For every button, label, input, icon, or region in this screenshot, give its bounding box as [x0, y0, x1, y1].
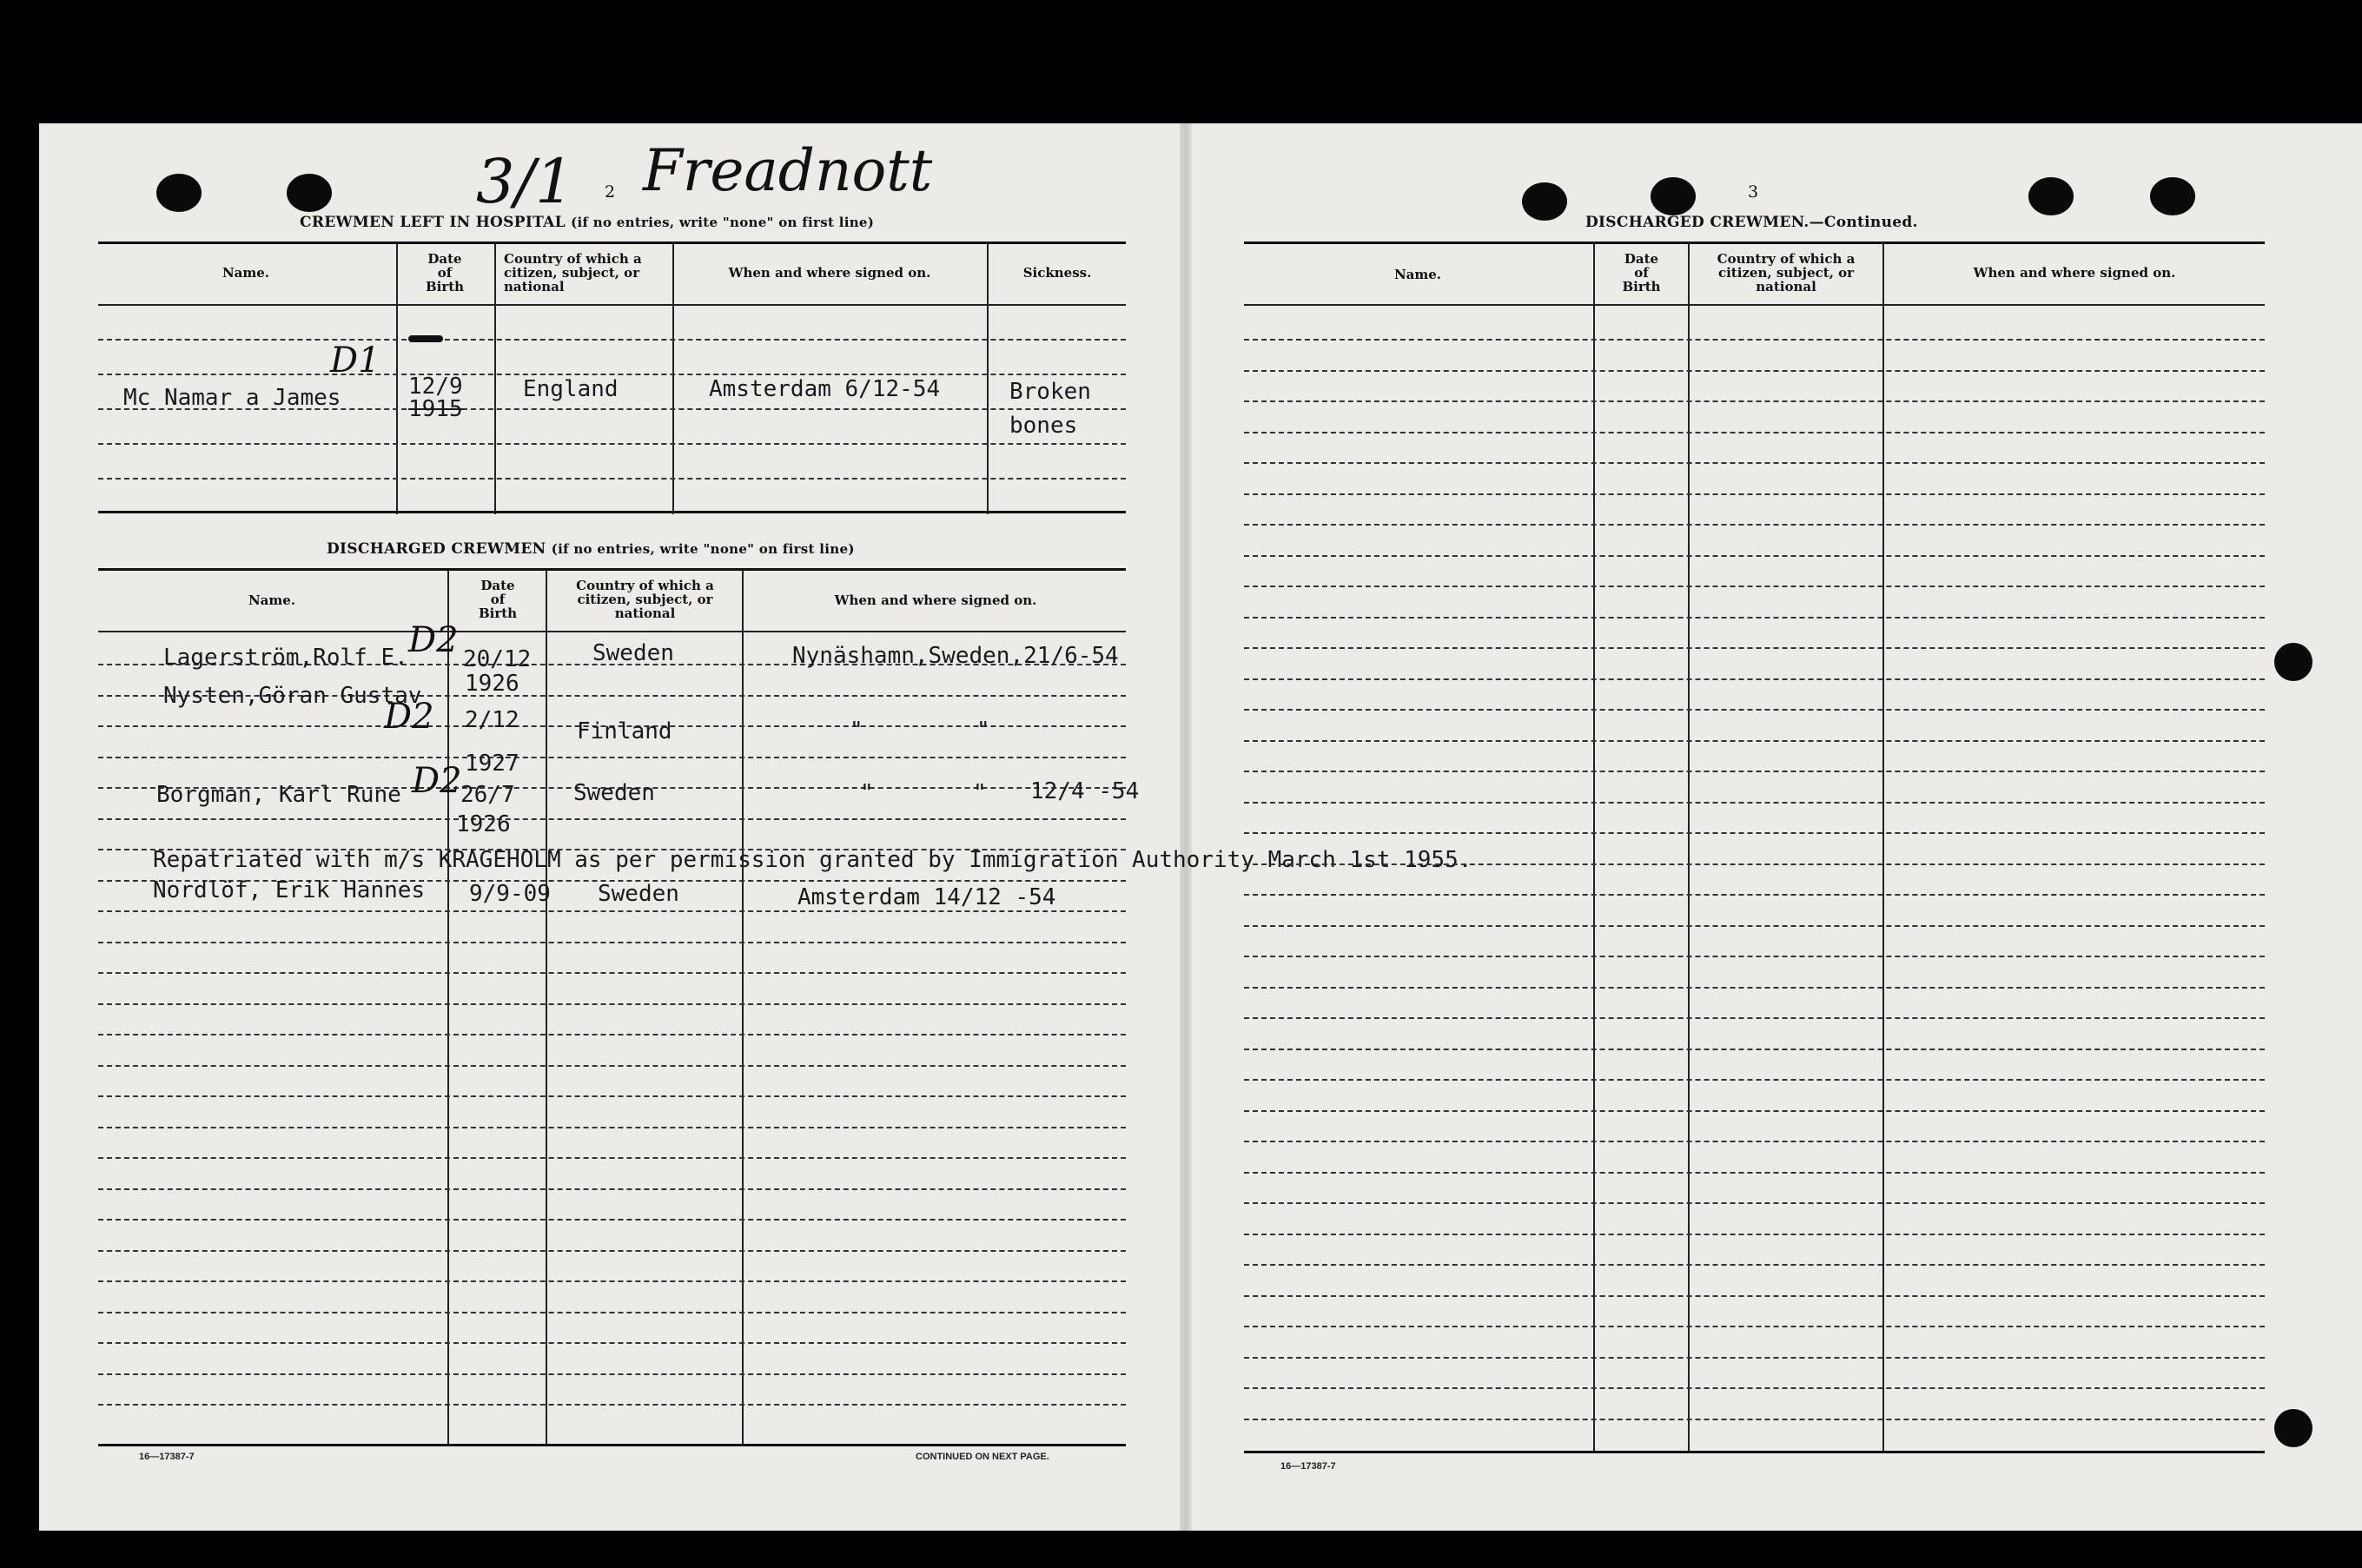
ruled-line: [1244, 1172, 2265, 1174]
ruled-line: [98, 1003, 1126, 1005]
page-number: 2: [605, 182, 616, 202]
discharged-row-3-dob-year: 1926: [456, 811, 511, 837]
hospital-entry-dob-year: 1915: [408, 396, 463, 422]
discharged-row-1-signed: Nynäshamn,Sweden,21/6-54: [792, 643, 1119, 669]
discharged-row-2-country: Finland: [577, 718, 672, 744]
ruled-line: [1244, 1049, 2265, 1050]
rule: [1244, 241, 2265, 244]
discharged-row-3-signed-b: ": [973, 780, 987, 806]
ruled-line: [1244, 709, 2265, 711]
document-paper: [39, 123, 2362, 1531]
ruled-line: [1244, 432, 2265, 433]
col-divider: [1882, 243, 1884, 1451]
ruled-line: [98, 1188, 1126, 1190]
ruled-line: [1244, 1295, 2265, 1297]
ruled-line: [98, 1095, 1126, 1097]
punch-hole: [2028, 177, 2074, 215]
rule: [98, 568, 1126, 571]
discharged-row-2-signed-a: ": [850, 718, 863, 744]
ruled-line: [98, 1342, 1126, 1344]
hospital-title: CREWMEN LEFT IN HOSPITAL: [300, 214, 566, 231]
ruled-line: [1244, 802, 2265, 804]
ruled-line: [98, 942, 1126, 943]
col-header-signed: When and where signed on.: [834, 592, 1037, 608]
col-header-country: Country of which a citizen, subject, or national: [1717, 251, 1856, 294]
discharged-row-2-signed-b: ": [976, 718, 990, 744]
ruled-line: [98, 1034, 1126, 1035]
discharged-row-1-country: Sweden: [592, 640, 674, 666]
ruled-line: [1244, 863, 2265, 865]
redaction-mark: [408, 335, 443, 342]
ruled-line: [1244, 956, 2265, 957]
discharged-row-4-signed: Amsterdam 14/12 -54: [797, 884, 1056, 910]
hospital-entry-sickness-1: Broken: [1009, 379, 1091, 405]
discharged-row-3-signed-date: 12/4 -54: [1030, 778, 1140, 804]
ruled-line: [1244, 493, 2265, 495]
col-divider: [1688, 243, 1690, 1451]
ruled-line: [1244, 1234, 2265, 1235]
hospital-entry-name: Mc Namar a James: [123, 385, 341, 411]
hospital-entry-mark: D1: [330, 341, 380, 380]
punch-hole: [2150, 177, 2195, 215]
col-header-country: Country of which a citizen, subject, or national: [576, 578, 714, 621]
handwritten-ref: 3/1: [476, 146, 574, 217]
ruled-line: [98, 1065, 1126, 1067]
col-header-name: Name.: [222, 265, 270, 281]
ruled-line: [1244, 555, 2265, 557]
continued-note: CONTINUED ON NEXT PAGE.: [916, 1452, 1049, 1462]
ruled-line: [1244, 586, 2265, 587]
col-header-country: Country of which a citizen, subject, or national: [504, 251, 642, 294]
discharged-row-1-name: Lagerström,Rolf E.: [163, 645, 408, 671]
discharged-row-4-country: Sweden: [598, 881, 679, 907]
ruled-line: [1244, 524, 2265, 526]
ruled-line: [98, 1280, 1126, 1282]
rule: [98, 631, 1126, 632]
discharged-row-3-name: Borgman, Karl Rune: [156, 782, 401, 808]
rule: [98, 241, 1126, 244]
col-header-sickness: Sickness.: [1022, 265, 1092, 281]
discharged-row-3-country: Sweden: [573, 780, 655, 806]
ruled-line: [1244, 647, 2265, 649]
ruled-line: [1244, 1357, 2265, 1359]
ruled-line: [98, 972, 1126, 974]
discharged-row-3-signed-a: ": [860, 780, 874, 806]
hospital-entry-sickness-2: bones: [1009, 413, 1078, 439]
ruled-line: [1244, 740, 2265, 742]
discharged-row-2-dob-year: 1927: [465, 751, 519, 777]
col-divider: [987, 243, 989, 514]
punch-hole: [1522, 182, 1567, 221]
ruled-line: [98, 1404, 1126, 1406]
ruled-line: [1244, 771, 2265, 772]
ruled-line: [1244, 1110, 2265, 1112]
ruled-line: [98, 910, 1126, 912]
hospital-section-title: [300, 214, 874, 231]
form-number: 16—17387-7: [1280, 1461, 1336, 1472]
discharged-row-2-dob-day: 2/12: [465, 707, 519, 733]
ruled-line: [1244, 1079, 2265, 1081]
col-divider: [1593, 243, 1595, 1451]
discharged-row-4-dob: 9/9-09: [469, 881, 551, 907]
rule: [98, 511, 1126, 513]
ruled-line: [1244, 1387, 2265, 1389]
ruled-line: [1244, 894, 2265, 896]
ruled-line: [98, 443, 1126, 445]
ruled-line: [1244, 678, 2265, 680]
ruled-line: [98, 1312, 1126, 1313]
ruled-line: [1244, 987, 2265, 989]
ruled-line: [1244, 339, 2265, 341]
discharged-row-3-dob-day: 26/7: [460, 782, 515, 808]
ruled-line: [98, 374, 1126, 375]
ruled-line: [98, 1219, 1126, 1221]
page-number: 3: [1748, 182, 1759, 202]
col-header-dob: Date of Birth: [425, 251, 465, 294]
repatriation-note: Repatriated with m/s KRAGEHOLM as per permission granted by Immigration Authority March 1st 1955.: [153, 847, 1472, 873]
discharged-row-4-name: Nordlöf, Erik Hannes: [153, 877, 426, 903]
ruled-line: [1244, 1326, 2265, 1327]
discharged-row-2-name: Nysten,Göran Gustav: [163, 683, 422, 709]
ruled-line: [1244, 462, 2265, 464]
discharged-row-3-mark: D2: [412, 761, 462, 801]
ruled-line: [1244, 1141, 2265, 1142]
rule: [98, 1444, 1126, 1446]
rule: [1244, 1451, 2265, 1453]
ruled-line: [1244, 1264, 2265, 1266]
discharged-row-1-dob-day: 20/12: [463, 646, 532, 672]
col-header-dob: Date of Birth: [478, 578, 518, 621]
hospital-title-note: (if no entries, write "none" on first line): [571, 215, 875, 230]
discharged-row-1-dob-year: 1926: [465, 671, 519, 697]
ruled-line: [1244, 925, 2265, 927]
right-section-title: DISCHARGED CREWMEN.—Continued.: [1585, 214, 1918, 231]
ruled-line: [1244, 832, 2265, 834]
ruled-line: [98, 478, 1126, 480]
punch-hole: [2274, 643, 2312, 681]
discharged-title-note: (if no entries, write "none" on first line): [551, 541, 855, 557]
col-header-name: Name.: [1393, 267, 1442, 282]
ruled-line: [98, 1157, 1126, 1159]
form-number: 16—17387-7: [139, 1452, 195, 1462]
ruled-line: [1244, 1202, 2265, 1204]
ruled-line: [98, 1127, 1126, 1128]
discharged-section-title: [327, 540, 855, 558]
col-divider: [672, 243, 674, 514]
ruled-line: [98, 339, 1126, 341]
ruled-line: [98, 818, 1126, 820]
discharged-row-2-mark: D2: [384, 697, 434, 737]
discharged-title: DISCHARGED CREWMEN: [327, 540, 546, 558]
col-divider: [396, 243, 398, 514]
discharged-row-1-mark: D2: [408, 620, 459, 660]
ruled-line: [1244, 1017, 2265, 1019]
ruled-line: [1244, 400, 2265, 402]
col-divider: [494, 243, 496, 514]
ruled-line: [1244, 370, 2265, 372]
rule: [1244, 304, 2265, 306]
page-fold: [1180, 123, 1192, 1531]
ruled-line: [1244, 1419, 2265, 1420]
ruled-line: [1244, 617, 2265, 619]
ruled-line: [98, 1373, 1126, 1375]
col-header-signed: When and where signed on.: [728, 265, 931, 281]
punch-hole: [287, 174, 332, 212]
hospital-entry-signed: Amsterdam 6/12-54: [709, 376, 941, 402]
hospital-entry-country: England: [523, 376, 619, 402]
ruled-line: [98, 757, 1126, 758]
punch-hole: [1651, 177, 1696, 215]
hospital-entry-dob-day: 12/9: [408, 374, 463, 400]
punch-hole: [156, 174, 202, 212]
col-header-name: Name.: [248, 592, 296, 608]
punch-hole: [2274, 1409, 2312, 1447]
rule: [98, 304, 1126, 306]
col-header-signed: When and where signed on.: [1973, 265, 2176, 281]
handwritten-ship-name: Freadnott: [643, 137, 933, 204]
ruled-line: [98, 1250, 1126, 1252]
col-header-dob: Date of Birth: [1622, 251, 1661, 294]
